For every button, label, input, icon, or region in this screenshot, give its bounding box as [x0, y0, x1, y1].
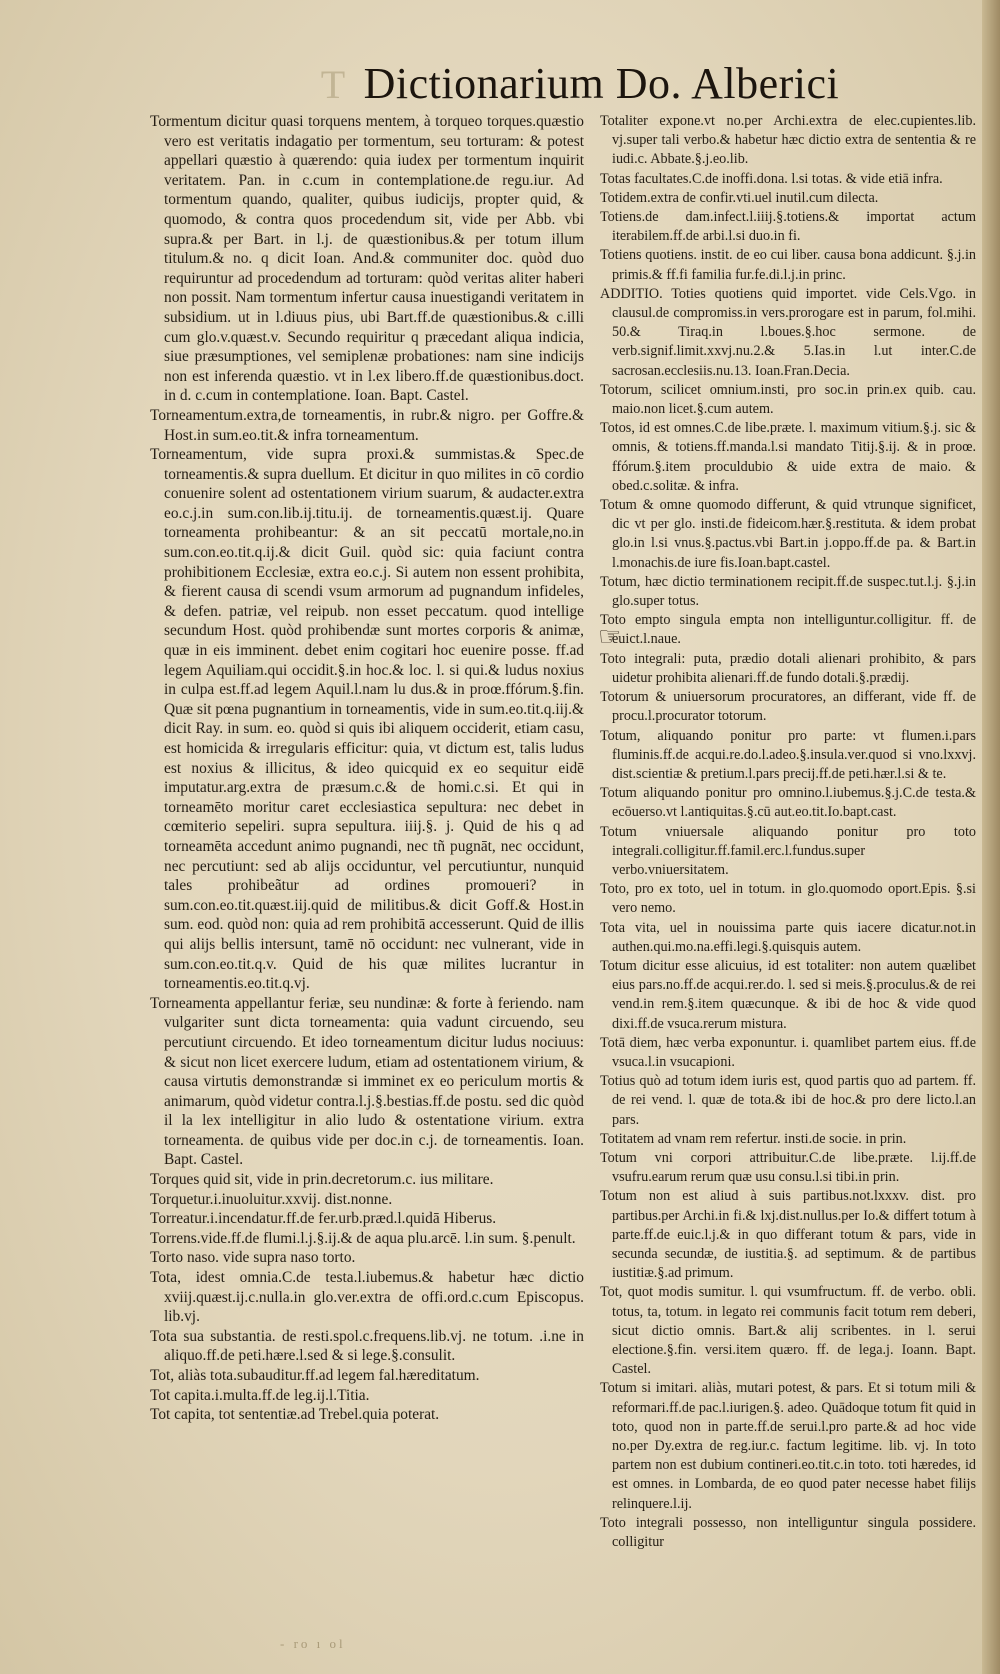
- dictionary-entry: Tota vita, uel in nouissima parte quis iacere dicatur.not.in authen.qui.mo.na.effi.legi.§.quisquis autem.: [600, 919, 976, 955]
- page-footer-mark: - ro ı ol: [280, 1636, 346, 1651]
- dictionary-entry: Torreatur.i.incendatur.ff.de fer.urb.præd.l.quidā Hiberus.: [150, 1210, 497, 1228]
- dictionary-entry: Toto integrali possesso, non intelliguntur singula possidere. colligitur: [600, 1514, 976, 1551]
- dictionary-entry: Totum dicitur esse alicuius, id est totaliter: non autem quælibet eius pars.no.ff.de acqui.rer.do. l. sed si meis.§.proculus.& de rei vend.in rem.§.item quæcunque. & ibi de hoc & vide quod dixi.ff.de vsuca.rerum mistura.: [600, 957, 976, 1032]
- dictionary-entry: Torques quid sit, vide in prin.decretorum.c. ius militare.: [150, 1171, 494, 1189]
- dictionary-entry: Tota, idest omnia.C.de testa.l.iubemus.& habetur hæc dictio xviij.quæst.ij.c.nulla.in glo.ver.extra de offi.ord.c.cum Episcopus. lib.vj.: [150, 1269, 584, 1326]
- dictionary-entry: ADDITIO. Toties quotiens quid importet. vide Cels.Vgo. in clausul.de compromiss.in vers.prorogare est in parum, fol.mihi. 50.& Tiraq.in l.boues.§.hoc sermone. de verb.signif.limit.xxvj.nu.2.& 5.Ias.in l.ut inter.C.de sacrosan.ecclesiis.nu.13. Ioan.Fran.Decia.: [600, 285, 976, 379]
- dictionary-entry: Totum & omne quomodo differunt, & quid vtrunque significet, dic vt per glo. insti.de fideicom.hær.§.restituta. & idem probat glo.in l.si vnus.§.pactus.vbi Bart.in j.oppo.ff.de pa. & Bart.in l.monachis.de iure fis.Ioan.bapt.castel.: [600, 497, 976, 571]
- running-header: [260, 58, 900, 118]
- dictionary-entry: Torrens.vide.ff.de flumi.l.j.§.ij.& de aqua plu.arcē. l.in sum. §.penult.: [150, 1229, 576, 1247]
- left-column: [150, 112, 584, 1425]
- dictionary-entry: Tot capita.i.multa.ff.de leg.ij.l.Titia.: [150, 1386, 370, 1404]
- dictionary-entry: Toto empto singula empta non intelliguntur.colligitur. ff. de euict.l.naue.: [600, 612, 976, 648]
- dictionary-entry: Totitatem ad vnam rem refertur. insti.de socie. in prin.: [600, 1130, 907, 1147]
- dictionary-entry: Toto, pro ex toto, uel in totum. in glo.quomodo oport.Epis. §.si vero nemo.: [600, 881, 976, 917]
- dictionary-entry: Totum vni corpori attribuitur.C.de libe.præte. l.ij.ff.de vsufru.earum rerum quæ usu consu.l.si tibi.in prin.: [600, 1149, 976, 1186]
- dictionary-entry: Totius quò ad totum idem iuris est, quod partis quo ad partem. ff. de rei vend. l. quæ de tota.& ibi de hoc.& pro dere licto.l.an pars.: [600, 1073, 976, 1128]
- dictionary-entry: Tot capita, tot sententiæ.ad Trebel.quia poterat.: [150, 1406, 440, 1424]
- dictionary-entry: Totas facultates.C.de inoffi.dona. l.si totas. & vide etiā infra.: [600, 170, 943, 187]
- pointing-hand-icon: ☞: [598, 622, 622, 651]
- dictionary-entry: Totidem.extra de confir.vti.uel inutil.cum dilecta.: [600, 189, 879, 206]
- dictionary-entry: Totos, id est omnes.C.de libe.præte. l. maximum vitium.§.j. sic & omnis, & totiens.ff.manda.l.si mandato Titij.§.ij. & in proœ. ffórum.§.item proculdubio & uide extra de maio. & obed.c.solitæ. & infra.: [600, 420, 976, 494]
- right-column: [600, 112, 976, 1552]
- dictionary-entry: Totum si imitari. aliàs, mutari potest, & pars. Et si totum mili & reformari.ff.de pac.l.iurigen.§. adeo. Quādoque totum fit quid in toto, quod non in parte.ff.de serui.l.pro parte.& ad hoc vide no.per Dy.extra de reg.iur.c. factum legitime. lib. vj. In toto partem non est dubium contineri.eo.tit.c.in toto. toti hæredes, id est omnes. in Lombarda, de eo quod pater necesse habet filijs relinquere.l.ij.: [600, 1380, 976, 1512]
- dictionary-entry: Totā diem, hæc verba exponuntur. i. quamlibet partem eius. ff.de vsuca.l.in vsucapioni.: [600, 1034, 976, 1070]
- dictionary-entry: Totum, aliquando ponitur pro parte: vt flumen.i.pars fluminis.ff.de acqui.re.do.l.adeo.§.insula.ver.quod si vno.lxxvj. dist.scientiæ & pretium.l.pars precij.ff.de peti.hær.l.si & te.: [600, 727, 976, 782]
- dictionary-entry: Toto integrali: puta, prædio dotali alienari prohibito, & pars uidetur prohibita alienari.ff.de fundo dotali.§.prædij.: [600, 650, 976, 686]
- dictionary-entry: Torto naso. vide supra naso torto.: [150, 1249, 356, 1267]
- dictionary-entry: Tot, quot modis sumitur. l. qui vsumfructum. ff. de verbo. obli. totus, ta, totum. in legato rei communis facit totum rem deberi, sicut dictio omnis. Bart.& alij scribentes. in l. serui electione.§.fin. versi.item quæro. ff. de lega.j. Ioann. Bapt. Castel.: [600, 1284, 976, 1378]
- dictionary-entry: Totum non est aliud à suis partibus.not.lxxxv. dist. pro partibus.per Archi.in fi.& lxj.dist.nullus.per Io.& differt totum à parte.ff.de euic.l.j.& in quo differant totum & pars, vide in secunda secundæ, de iustitia.§. ad septimum. & de partibus iustitiæ.§.ad primum.: [600, 1188, 976, 1282]
- dictionary-entry: Tot, aliàs tota.subauditur.ff.ad legem fal.hæreditatum.: [150, 1367, 480, 1384]
- dictionary-entry: Totaliter expone.vt no.per Archi.extra de elec.cupientes.lib. vj.super tali verbo.& habetur hæc dictio extra de sententia & re iudi.c. Abbate.§.j.eo.lib.: [600, 113, 976, 168]
- dictionary-entry: Torneamenta appellantur feriæ, seu nundinæ: & forte à feriendo. nam vulgariter sunt dicta torneamenta: quia vadunt circuendo, seu percutiunt circuendo. Et ideo torneamentum dicitur ludus nociuus: & sicut non licet exercere ludum, etiam ad ostentationem virium, & causa virtutis demonstrandæ si imminet ex eo periculum mortis & animarum, quòd videtur contra.l.j.§.bestias.ff.de postu. sed dic quòd il la lex intelligitur in alio ludo & ostentatione virium. extra torneamenta. de quibus vide per doc.in c.j. de torneamentis. Ioan. Bapt. Castel.: [150, 994, 584, 1169]
- dictionary-entry: Torneamentum.extra,de torneamentis, in rubr.& nigro. per Goffre.& Host.in sum.eo.tit.& infra torneamentum.: [150, 406, 584, 444]
- dictionary-entry: Totum aliquando ponitur pro omnino.l.iubemus.§.j.C.de testa.& ecōuerso.vt l.antiquitas.§.cū aut.eo.tit.Io.bapt.cast.: [600, 785, 976, 821]
- dictionary-entry: Totiens quotiens. instit. de eo cui liber. causa bona addicunt. §.j.in primis.& ff.fi familia fur.fe.di.l.j.in princ.: [600, 247, 976, 283]
- dictionary-entry: Totum, hæc dictio terminationem recipit.ff.de suspec.tut.l.j. §.j.in glo.super totus.: [600, 573, 976, 610]
- page-title: Dictionarium Do. Alberici: [363, 59, 840, 108]
- dictionary-entry: Torquetur.i.inuoluitur.xxvij. dist.nonne.: [150, 1190, 393, 1208]
- dictionary-entry: Totum vniuersale aliquando ponitur pro toto integrali.colligitur.ff.famil.erc.l.fundus.super verbo.vniuersitatem.: [600, 823, 976, 878]
- dictionary-entry: Totorum & uniuersorum procuratores, an differant, vide ff. de procu.l.procurator totorum.: [600, 689, 976, 725]
- dictionary-entry: Totiens.de dam.infect.l.iiij.§.totiens.& importat actum iterabilem.ff.de arbi.l.si duo.in fi.: [600, 209, 976, 245]
- dictionary-entry: Torneamentum, vide supra proxi.& summistas.& Spec.de torneamentis.& supra duellum. Et dicitur in quo milites in cō cordio conuenire solent ad ostentationem virium suarum, & audacter.extra eo.c.j.in sum.con.lib.ij.titu.ij. de torneamentis.quæst.ij. Quare torneamenta prohibeantur: & an sit peccatū mortale,no.in sum.con.eo.tit.q.ij.& dicit Guil. quòd sic: quia faciunt contra prohibitionem Ecclesiæ, extra eo.c.j. Si autem non essent prohibita, & fierent causa di scendi vsum armorum ad pugnandum infideles, & defen. patriæ, vel reipub. non esset peccatum. quod intellige secundum Host. quòd prohibendæ sunt mortes corporis & animæ, quæ in eis imminent. debet enim cogitari hoc euenire posse. ff.ad legem Aquiliam.qui occidit.§.in hoc.& loc. l. si qui.& ludus noxius in culpa est.ff.ad legem Aquil.l.nam lu dus.& in proœ.ffórum.§.fin. Quæ sit pœna pugnantium in torneamentis, vide in sum.eo.tit.q.iij.& dicit Ray. in sum. eo. quòd si quis ibi aliquem occiderit, etiam casu, est homicida & irregularis efficitur: quia, vt dictum est, talis ludus est noxius & illicitus, & ideo quicquid ex eo sequitur eidē imputatur.arg.extra de præsum.c.& de homi.c.si. Et qui in torneamēto moritur caret ecclesiastica sepultura: nec debet in cœmiterio sepeliri. supra sepultura. iiij.§. j. Quid de his q ad torneamēta accedunt animo pugnandi, nec tñ pugnāt, nec occidunt, nec percutiunt: sed ab alijs occiduntur, vel percutiuntur, nunquid tales prohibeãtur ad ordines promoueri? in sum.con.eo.tit.quæst.iij.quid de militibus.& dicit Goff.& Host.in sum. eod. quòd non: quia ad rem prohibitā accesserunt. Quid de illis qui alijs bellis intersunt, tamē nō occidunt: nec vulnerant, vide in sum.con.eo.tit.q.v. Quid de his quæ milites lucrantur in torneamentis.eo.tit.q.vj.: [150, 446, 584, 993]
- page-edge-shadow: [982, 0, 1000, 1674]
- header-bleed-through-letter: T: [320, 62, 346, 107]
- dictionary-entry: Tota sua substantia. de resti.spol.c.frequens.lib.vj. ne totum. .i.ne in aliquo.ff.de peti.hære.l.sed & si lege.§.consulit.: [150, 1327, 584, 1365]
- dictionary-entry: Tormentum dicitur quasi torquens mentem, à torqueo torques.quæstio vero est veritatis indagatio per tormentum, seu torturam: & potest appellari quæstio à quærendo: quia iudex per tormentum inquirit veritatem. Pan. in c.cum in contemplatione.de regu.iur. Ad tormentum quando, qualiter, quibus iudicijs, propter quid, & quomodo, & contra quos procedendum sit, vide per Abb. vbi supra.& per Bart. in l.j. de quæstionibus.& per totum illum titulum.& no. q dicit Ioan. And.& communiter doc. quòd duo requiruntur ad procedendum ad torturam: quòd veritas aliter haberi non possit. Nam tormentum infertur causa inuestigandi veritatem in subsidium. ut in l.diuus pius, ubi Bart.ff.de quæstionibus.& c.illi cum glo.v.quæst.v. Secundo requiritur q præcedant aliqua indicia, siue præsumptiones, vel semiplenæ probationes: nam sine indicijs non est inferenda quæstio. vt in l.ex libero.ff.de quæstionibus.doct. in d. c.cum in contemplatione. Ioan. Bapt. Castel.: [150, 113, 584, 405]
- dictionary-entry: Totorum, scilicet omnium.insti, pro soc.in prin.ex quib. cau. maio.non licet.§.cum autem.: [600, 381, 976, 418]
